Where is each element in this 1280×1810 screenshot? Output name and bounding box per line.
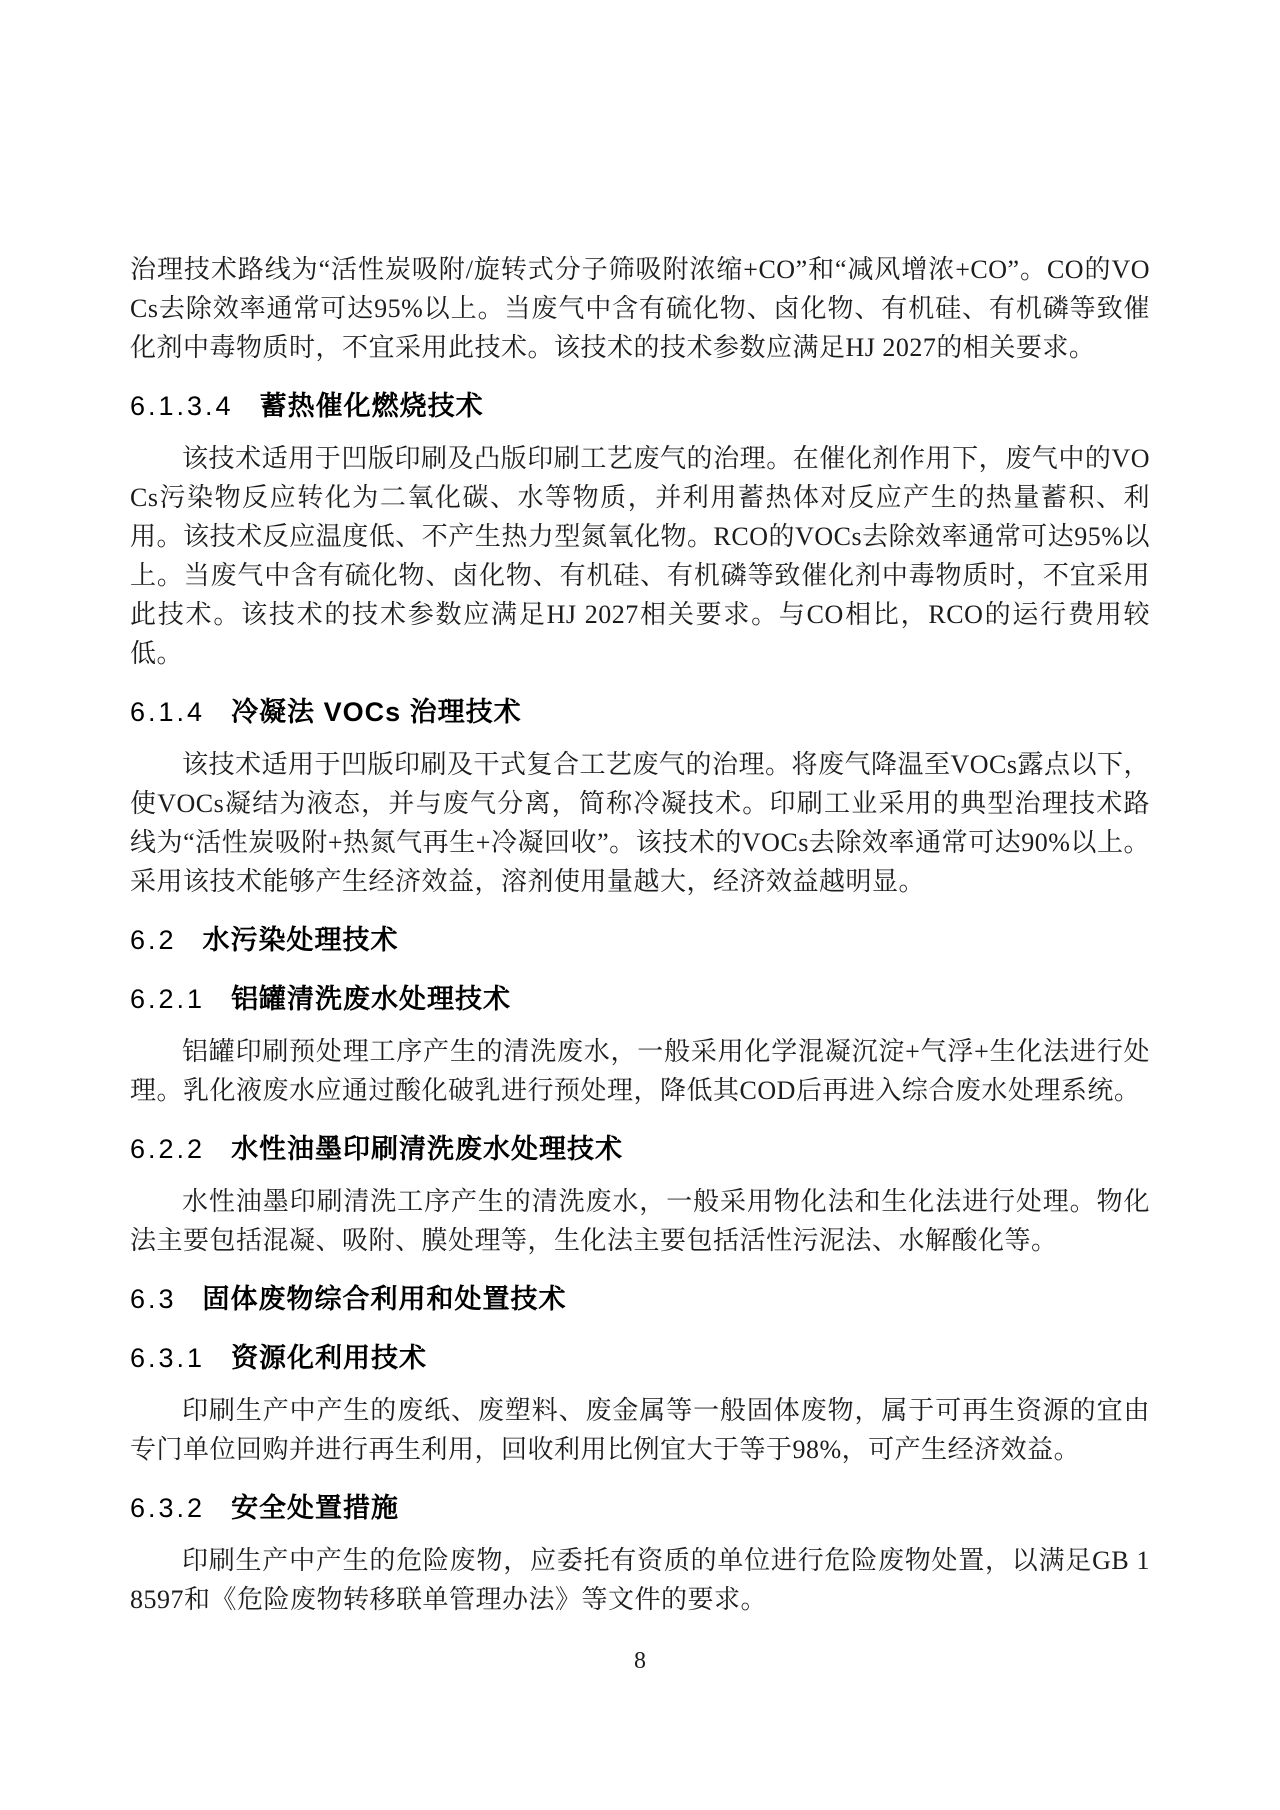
section-heading-6.3 [130, 1280, 1150, 1319]
page-number: 8 [634, 1648, 646, 1674]
section-number: 6.1.3.4 [130, 391, 234, 421]
section-heading-6.1.3.4 [130, 387, 1150, 426]
section-number: 6.1.4 [130, 697, 206, 727]
section-heading-6.3.2 [130, 1489, 1150, 1528]
document-body [130, 250, 1150, 1619]
section-number: 6.3.1 [130, 1343, 206, 1373]
section-title: 安全处置措施 [231, 1493, 400, 1523]
section-heading-6.1.4 [130, 693, 1150, 732]
section-number: 6.3.2 [130, 1493, 206, 1523]
section-title: 资源化利用技术 [231, 1343, 428, 1373]
section-number: 6.2.1 [130, 984, 206, 1014]
paragraph: 治理技术路线为“活性炭吸附/旋转式分子筛吸附浓缩+CO”和“减风增浓+CO”。CO的VOCs去除效率通常可达95%以上。当废气中含有硫化物、卤化物、有机硅、有机磷等致催化剂中毒物质时，不宜采用此技术。该技术的技术参数应满足HJ 2027的相关要求。 [130, 255, 1150, 362]
section-title: 蓄热催化燃烧技术 [259, 391, 484, 421]
section-heading-6.2 [130, 921, 1150, 960]
section-title: 冷凝法 VOCs 治理技术 [231, 697, 522, 727]
section-title: 水性油墨印刷清洗废水处理技术 [231, 1134, 624, 1164]
paragraph: 铝罐印刷预处理工序产生的清洗废水，一般采用化学混凝沉淀+气浮+生化法进行处理。乳化液废水应通过酸化破乳进行预处理，降低其COD后再进入综合废水处理系统。 [130, 1037, 1150, 1105]
section-number: 6.3 [130, 1284, 177, 1314]
section-heading-6.2.2 [130, 1130, 1150, 1169]
section-number: 6.2 [130, 925, 177, 955]
section-heading-6.2.1 [130, 980, 1150, 1019]
paragraph: 该技术适用于凹版印刷及凸版印刷工艺废气的治理。在催化剂作用下，废气中的VOCs污染物反应转化为二氧化碳、水等物质，并利用蓄热体对反应产生的热量蓄积、利用。该技术反应温度低、不产生热力型氮氧化物。RCO的VOCs去除效率通常可达95%以上。当废气中含有硫化物、卤化物、有机硅、有机磷等致催化剂中毒物质时，不宜采用此技术。该技术的技术参数应满足HJ 2027相关要求。与CO相比，RCO的运行费用较低。 [130, 444, 1150, 668]
paragraph: 该技术适用于凹版印刷及干式复合工艺废气的治理。将废气降温至VOCs露点以下，使VOCs凝结为液态，并与废气分离，简称冷凝技术。印刷工业采用的典型治理技术路线为“活性炭吸附+热氮气再生+冷凝回收”。该技术的VOCs去除效率通常可达90%以上。采用该技术能够产生经济效益，溶剂使用量越大，经济效益越明显。 [130, 750, 1151, 896]
paragraph: 印刷生产中产生的废纸、废塑料、废金属等一般固体废物，属于可再生资源的宜由专门单位回购并进行再生利用，回收利用比例宜大于等于98%，可产生经济效益。 [130, 1396, 1150, 1464]
section-title: 铝罐清洗废水处理技术 [231, 984, 512, 1014]
paragraph: 水性油墨印刷清洗工序产生的清洗废水，一般采用物化法和生化法进行处理。物化法主要包括混凝、吸附、膜处理等，生化法主要包括活性污泥法、水解酸化等。 [130, 1187, 1150, 1255]
section-heading-6.3.1 [130, 1339, 1150, 1378]
section-number: 6.2.2 [130, 1134, 206, 1164]
section-title: 固体废物综合利用和处置技术 [202, 1284, 567, 1314]
paragraph: 印刷生产中产生的危险废物，应委托有资质的单位进行危险废物处置，以满足GB 18597和《危险废物转移联单管理办法》等文件的要求。 [130, 1546, 1150, 1614]
section-title: 水污染处理技术 [202, 925, 399, 955]
